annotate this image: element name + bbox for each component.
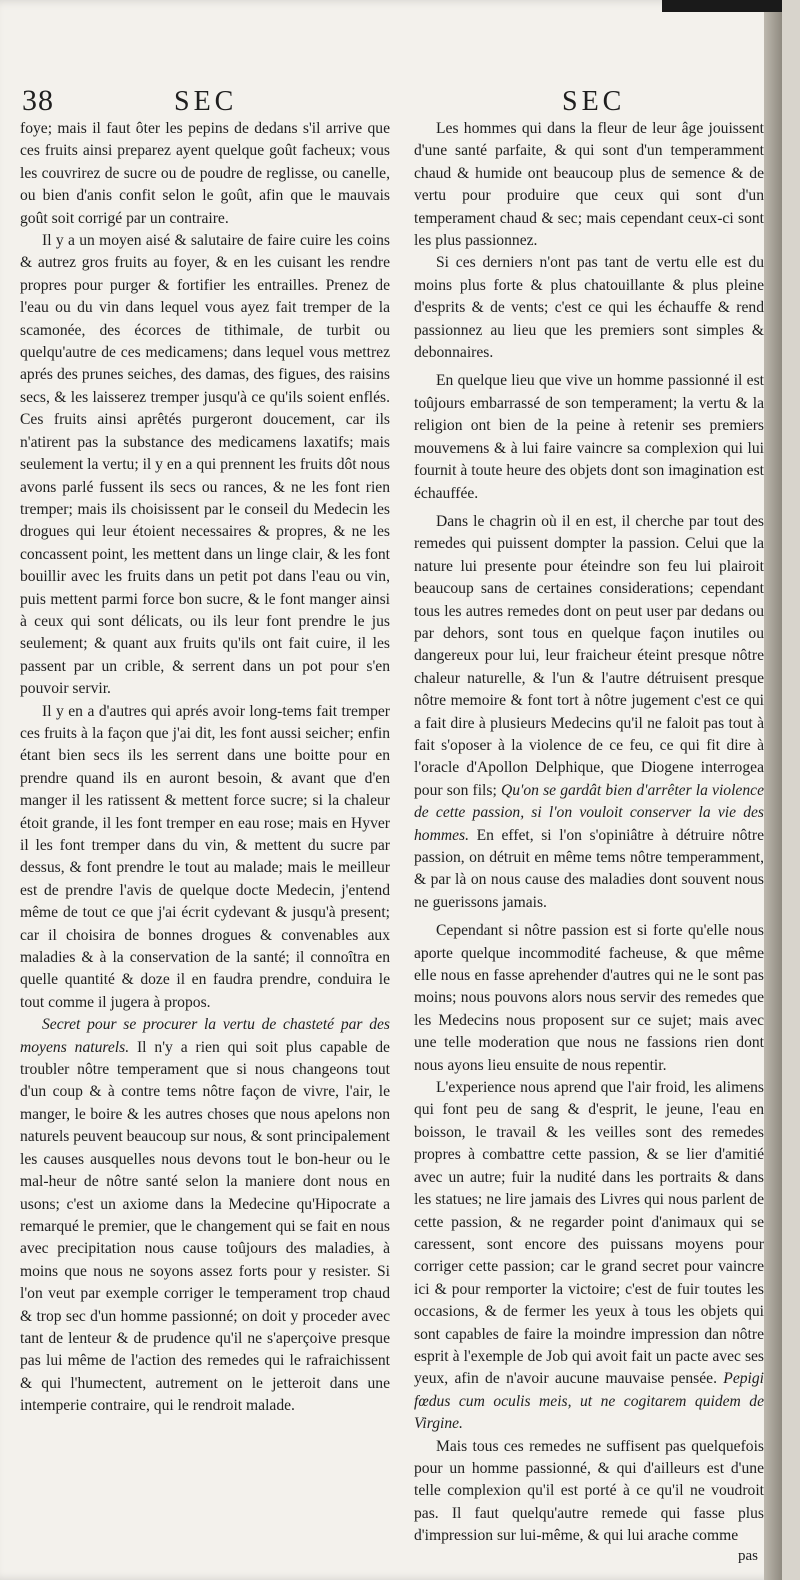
right-column [414, 118, 764, 1548]
paragraph-text: Dans le chagrin où il en est, il cherche par tout des remedes qui puissent dompter la passion. Celui que la nature lui presente pour éteindre son feu lui plairoit beaucoup sans de certaines considerations; cependant tous les autres remedes dont on peut user par dedans ou par dehors, sont tous en quelque façon inutiles ou dangereux pour lui, leur fraicheur éteint presque nôtre chaleur naturelle, & l'un & l'autre détruisent presque nôtre memoire & font tort à nôtre jugement c'est ce qui a fait dire à plusieurs Medecins qu'il ne faloit pas tout à fait s'oposer à la violence de ce feu, ce qui fit dire à l'oracle d'Apollon Delphique, que Diogene interrogea pour son fils; [414, 512, 764, 799]
section-title: Secret pour se procurer la vertu de chasteté par des moyens naturels. [20, 1016, 390, 1056]
paragraph: Les hommes qui dans la fleur de leur âge jouissent d'une santé parfaite, & qui sont d'un temperamment chaud & humide ont beaucoup plus de semence & de vertu pour produire que ceux qui sont d'un temperament chaud & sec; mais cependant ceux-ci sont les plus passionnez. [414, 120, 764, 250]
paragraph: Il y a un moyen aisé & salutaire de faire cuire les coins & autrez gros fruits au foyer, & en les cuisant les rendre propres pour purger & fortifier les entrailles. Prenez de l'eau ou du vin dans lequel vous ayez fait tremper de la scamonée, des écorces de tithimale, de turbit ou quelqu'autre de ces medicamens; dans lequel vous mettrez aprés des prunes seiches, des damas, des figues, des raisins secs, & les laisserez tremper jusqu'à ce qu'ils soient enflés. Ces fruits ainsi aprêtés purgeront doucement, car ils n'atirent pas la substance des medicamens laxatifs; mais seulement la vertu; il y en a qui prennent les fruits dôt nous avons parlé fussent ils secs ou rances, & ne les font rien tremper; mais ils choisissent par le conseil du Medecin les drogues qui leur étoient necessaires & propres, & ne les concassent point, les mettent dans un linge clair, & les font bouillir avec les fruits dans un petit pot dans l'eau ou vin, puis mettent parmi force bon sucre, & le font manger ainsi à ceux qui sont délicats, ou ils leur font prendre le jus seulement; & quant aux fruits qu'ils ont fait cuire, il les passent par un crible, & serrent dans un pot pour s'en pouvoir servir. [20, 232, 390, 698]
paragraph-text: En effet, si l'on s'opiniâtre à détruire nôtre passion, on détruit en même tems nôtre temperamment, & par là on nous cause des maladies dont souvent nous ne guerissons jamais. [414, 826, 764, 911]
paragraph [20, 1014, 390, 1417]
paragraph: Mais tous ces remedes ne suffisent pas quelquefois pour un homme passionné, & qui d'ailleurs est d'une telle complexion qu'il est porté à ce qu'il ne voudroit pas. Il faut quelqu'autre remede qui fasse plus d'impression sur lui-même, & qui lui arache comme [414, 1437, 764, 1545]
running-head-left: SEC [174, 86, 238, 117]
paragraph: Si ces derniers n'ont pas tant de vertu elle est du moins plus forte & plus chatouillante & plus pleine d'esprits & de vents; c'est ce qui les échauffe & rend passionnez au lieu que les premiers sont simples & debonnaires. [414, 254, 764, 362]
oracle-quote: Qu'on se gardât bien d'arrêter la violence de cette passion, si l'on vouloit conserver la vie des hommes. [414, 781, 764, 844]
page-number: 38 [22, 84, 54, 117]
paragraph: En quelque lieu que vive un homme passionné il est toûjours embarrassé de son temperament; la vertu & la religion ont bien de la peine à retenir ses premiers mouvemens & à lui faire vaincre sa complexion qui lui fournit à toute heure des objets dont son imagination est échauffée. [414, 372, 764, 502]
scan-corner [662, 0, 782, 12]
paragraph-text: L'experience nous aprend que l'air froid, les alimens qui font peu de sang & d'esprit, le jeune, l'eau en boisson, le travail & les veilles sont des remedes propres à combattre cette passion, & se lier d'amitié avec un autre; fuir la nudité dans les portraits & dans les statues; ne lire jamais des Livres qui nous parlent de cette passion, & ne regarder point d'animaux qui se caressent, sont encore des puissans moyens pour corriger cette passion; car le grand secret pour vaincre ici & pour remporter la victoire; c'est de fuir toutes les occasions, & de fermer les yeux à tous les objets qui sont capables de faire la moindre impression dan nôtre esprit à l'exemple de Job qui avoit fait un pacte avec ses yeux, afin de n'avoir aucune mauvaise pensée. [414, 1079, 764, 1388]
paragraph-text: Il n'y a rien qui soit plus capable de troubler nôtre temperament que si nous changeons tout d'un coup & à contre tems nôtre façon de vivre, l'air, le manger, le boire & les autres choses que nous apelons non naturels peuvent beaucoup sur nous, & sont principalement les causes ausquelles nous devons tout le bon-heur ou le mal-heur de nôtre santé selon la maniere dont nous en usons; c'est un axiome dans la Medecine qu'Hipocrate a remarqué le premier, que le changement qui se fait en nous avec precipitation nous cause toûjours des maladies, à moins que nous ne soyons assez forts pour y resister. Si l'on veut par exemple corriger le temperament trop chaud & trop sec d'un homme passionné; on doit y proceder avec tant de lenteur & de prudence qu'il ne s'aperçoive presque pas lui même de l'action des remedes qui le rafraichissent & qui l'humectent, autrement on le jetteroit dans une intemperie contraire, qui le rendroit malade. [20, 1038, 390, 1415]
paragraph: Cependant si nôtre passion est si forte qu'elle nous aporte quelque incommodité facheuse, & que même elle nous en fasse aprehender d'autres qui ne le sont pas moins; nous pouvons alors nous servir des remedes que les Medecins nous proposent sur ce sujet; mais avec une telle moderation que nous ne fassions rien dont nous ayons lieu ensuite de nous repentir. [414, 922, 764, 1074]
paragraph [414, 511, 764, 914]
paragraph: Il y en a d'autres qui aprés avoir long-tems fait tremper ces fruits à la façon que j'ai dit, les font aussi seicher; enfin étant bien secs ils les serrent dans une boitte pour en prendre quand ils en auront besoin, & avant que d'en manger il les ratissent & mettent force sucre; si la chaleur étoit grande, il les font tremper en eau rose; mais en Hyver il les font tremper dans du vin, & mettent du sucre par dessus, & font prendre le tout au malade; mais le meilleur est de prendre l'avis de quelque docte Medecin, j'entend même de tout ce que j'ai écrit cydevant & jusqu'à present; car il choisira de bonnes drogues & convenables aux maladies & à la conservation de la santé; il connoîtra en quelle quantité & doze il en faudra prendre, conduira le tout comme il jugera à propos. [20, 702, 390, 1011]
paragraph [414, 1077, 764, 1436]
running-head-right: SEC [562, 86, 626, 117]
latin-quote: Pepigi fœdus cum oculis meis, ut ne cogitarem quidem de Virgine. [414, 1370, 765, 1433]
paragraph: foye; mais il faut ôter les pepins de dedans s'il arrive que ces fruits ainsi preparez ayent quelque goût facheux; vous les couvrirez de sucre ou de poudre de reglisse, ou canelle, ou bien d'anis confit selon le goût, afin que le mauvais goût soit corrigé par un contraire. [20, 120, 390, 227]
catchword: pas [738, 1548, 758, 1564]
page-edge-shadow [764, 0, 782, 1580]
left-column [20, 118, 390, 1418]
